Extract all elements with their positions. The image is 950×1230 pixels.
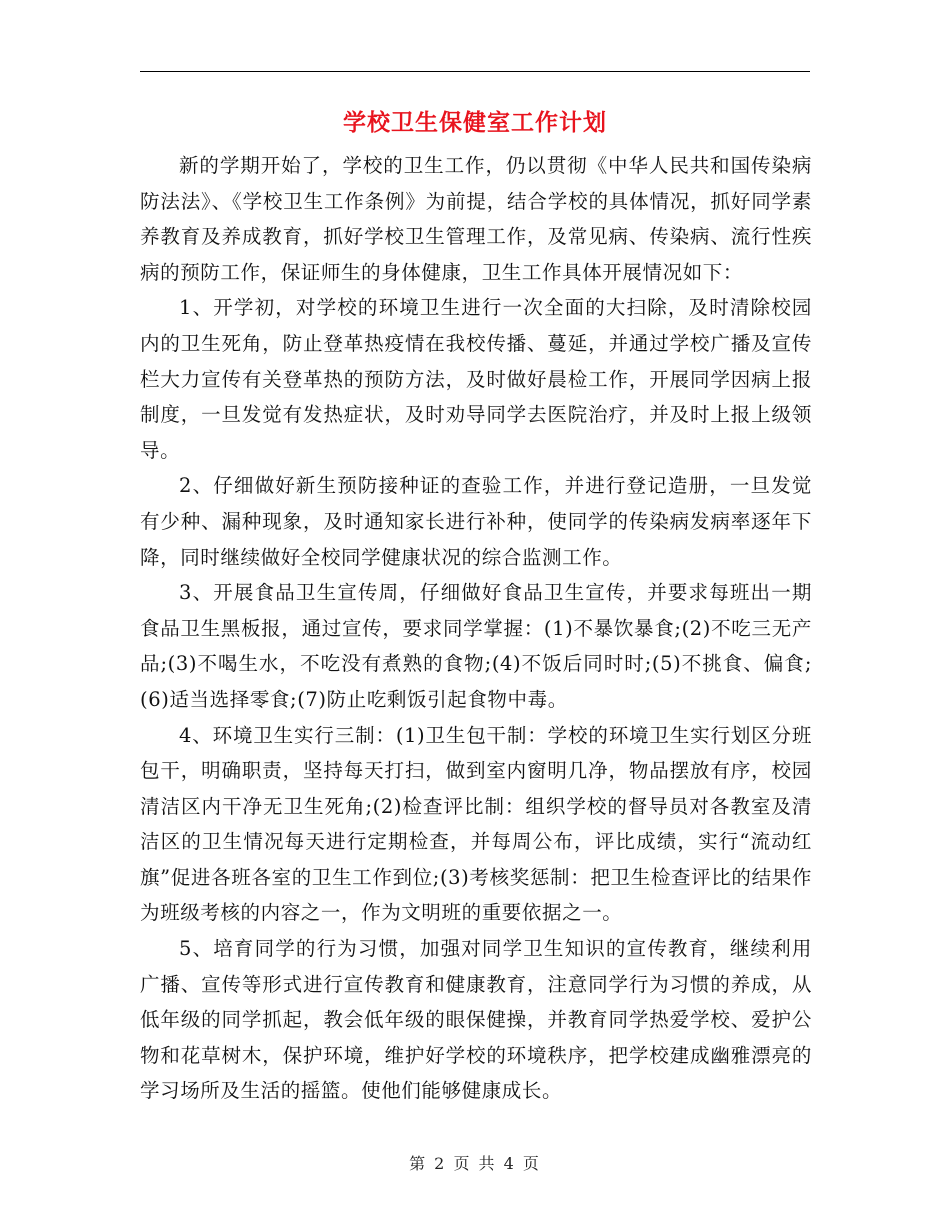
page-number-footer: 第 2 页 共 4 页: [409, 1154, 541, 1173]
document-body: [140, 148, 812, 1109]
item-3-paragraph: 3、开展食品卫生宣传周，仔细做好食品卫生宣传，并要求每班出一期食品卫生黑板报，通过宣传，要求同学掌握：(1)不暴饮暴食;(2)不吃三无产品;(3)不喝生水，不吃没有煮熟的食物;(4)不饭后同时时;(5)不挑食、偏食;(6)适当选择零食;(7)防止吃剩饭引起食物中毒。: [140, 581, 812, 711]
item-2-paragraph: 2、仔细做好新生预防接种证的查验工作，并进行登记造册，一旦发觉有少种、漏种现象，及时通知家长进行补种，使同学的传染病发病率逐年下降，同时继续做好全校同学健康状况的综合监测工作。: [140, 474, 812, 569]
document-title: 学校卫生保健室工作计划: [343, 110, 607, 136]
item-5-paragraph: 5、培育同学的行为习惯，加强对同学卫生知识的宣传教育，继续利用广播、宣传等形式进行宣传教育和健康教育，注意同学行为习惯的养成，从低年级的同学抓起，教会低年级的眼保健操，并教育同学热爱学校、爱护公物和花草树木，保护环境，维护好学校的环境秩序，把学校建成幽雅漂亮的学习场所及生活的摇篮。使他们能够健康成长。: [140, 937, 812, 1103]
header-rule: [140, 71, 810, 72]
item-1-paragraph: 1、开学初，对学校的环境卫生进行一次全面的大扫除，及时清除校园内的卫生死角，防止登革热疫情在我校传播、蔓延，并通过学校广播及宣传栏大力宣传有关登革热的预防方法，及时做好晨检工作，开展同学因病上报制度，一旦发觉有发热症状，及时劝导同学去医院治疗，并及时上报上级领导。: [140, 296, 812, 462]
intro-paragraph: 新的学期开始了，学校的卫生工作，仍以贯彻《中华人民共和国传染病防法法》、《学校卫生工作条例》为前提，结合学校的具体情况，抓好同学素养教育及养成教育，抓好学校卫生管理工作，及常见病、传染病、流行性疾病的预防工作，保证师生的身体健康，卫生工作具体开展情况如下：: [140, 154, 812, 284]
item-4-paragraph: 4、环境卫生实行三制：(1)卫生包干制：学校的环境卫生实行划区分班包干，明确职责，坚持每天打扫，做到室内窗明几净，物品摆放有序，校园清洁区内干净无卫生死角;(2)检查评比制：组织学校的督导员对各教室及清洁区的卫生情况每天进行定期检查，并每周公布，评比成绩，实行“流动红旗”促进各班各室的卫生工作到位;(3)考核奖惩制：把卫生检查评比的结果作为班级考核的内容之一，作为文明班的重要依据之一。: [140, 723, 812, 925]
